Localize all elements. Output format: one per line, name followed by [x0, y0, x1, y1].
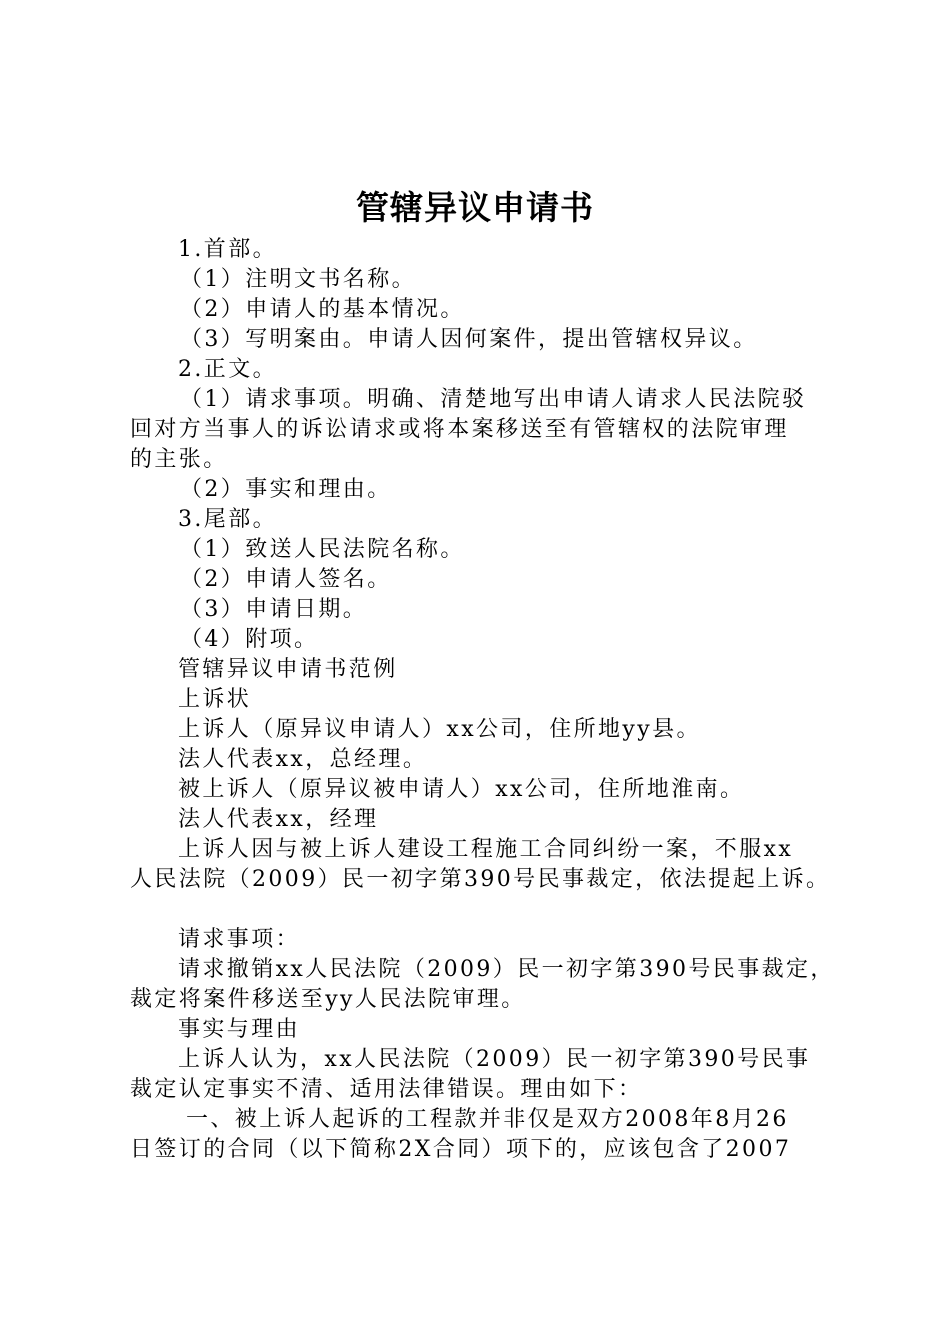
- paragraph-line: 上诉状: [178, 687, 252, 712]
- paragraph-line: 3.尾部。: [178, 507, 277, 532]
- paragraph-line: （2）申请人签名。: [180, 567, 392, 592]
- paragraph-line: （2）申请人的基本情况。: [180, 297, 465, 322]
- paragraph-line: （1）致送人民法院名称。: [180, 537, 465, 562]
- paragraph-line: 人民法院（2009）民一初字第390号民事裁定，依法提起上诉。: [130, 867, 831, 892]
- paragraph-line: （4）附项。: [180, 627, 319, 652]
- paragraph-line: 事实与理由: [178, 1017, 301, 1042]
- paragraph-line: 上诉人（原异议申请人）xx公司，住所地yy县。: [178, 717, 701, 742]
- paragraph-line: 一、被上诉人起诉的工程款并非仅是双方2008年8月26: [186, 1107, 789, 1132]
- paragraph-line: 上诉人认为，xx人民法院（2009）民一初字第390号民事: [178, 1047, 811, 1072]
- paragraph-line: 被上诉人（原异议被申请人）xx公司，住所地淮南。: [178, 777, 745, 802]
- paragraph-line: （1）请求事项。明确、清楚地写出申请人请求人民法院驳: [180, 387, 807, 412]
- paragraph-line: 日签订的合同（以下简称2X合同）项下的，应该包含了2007: [130, 1137, 792, 1162]
- paragraph-line: 回对方当事人的诉讼请求或将本案移送至有管辖权的法院审理: [130, 417, 789, 442]
- document-title: 管辖异议申请书: [356, 188, 594, 227]
- paragraph-line: （3）写明案由。申请人因何案件，提出管辖权异议。: [180, 327, 758, 352]
- paragraph-line: （2）事实和理由。: [180, 477, 392, 502]
- document-body: [130, 235, 835, 1165]
- paragraph-line: 管辖异议申请书范例: [178, 657, 398, 682]
- paragraph-line: 裁定将案件移送至yy人民法院审理。: [130, 987, 526, 1012]
- paragraph-line: 的主张。: [130, 447, 228, 472]
- paragraph-line: 上诉人因与被上诉人建设工程施工合同纠纷一案，不服xx: [178, 837, 794, 862]
- paragraph-line: 裁定认定事实不清、适用法律错误。理由如下：: [130, 1077, 643, 1102]
- paragraph-line: 请求撤销xx人民法院（2009）民一初字第390号民事裁定，: [178, 957, 835, 982]
- paragraph-line: 请求事项：: [178, 927, 301, 952]
- paragraph-line: 2.正文。: [178, 357, 277, 382]
- paragraph-line: 法人代表xx，经理: [178, 807, 379, 832]
- paragraph-line: （3）申请日期。: [180, 597, 368, 622]
- paragraph-line: [130, 895, 830, 925]
- paragraph-line: 1.首部。: [178, 237, 277, 262]
- paragraph-line: 法人代表xx，总经理。: [178, 747, 428, 772]
- paragraph-line: （1）注明文书名称。: [180, 267, 416, 292]
